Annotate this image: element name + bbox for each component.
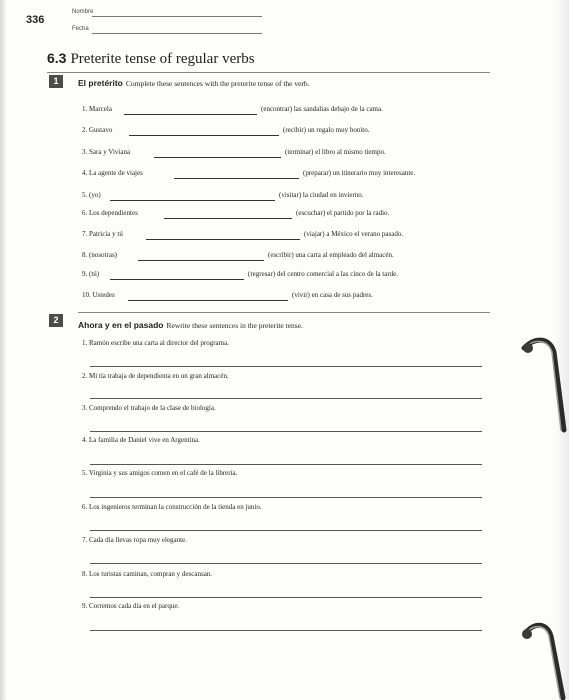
- lesson-title-text: Preterite tense of regular verbs: [70, 51, 255, 67]
- binder-ring-icon: [515, 612, 569, 700]
- page-number: 336: [26, 14, 45, 26]
- item-rest: (vivir) en casa de sus padres.: [292, 291, 373, 299]
- exercise-1-item: [82, 126, 462, 138]
- answer-blank[interactable]: [154, 157, 281, 158]
- exercise-1-item: [82, 251, 472, 263]
- item-rest: (preparar) un itinerario muy interesante.: [303, 169, 416, 177]
- exercise-1-item: [82, 270, 472, 282]
- answer-blank[interactable]: [129, 135, 279, 136]
- exercise-2-item: 3. Comprendo el trabajo de la clase de biología.: [82, 404, 216, 412]
- item-rest: (regresar) del centro comercial a las cinco de la tarde.: [248, 270, 399, 278]
- item-label: 4. La agente de viajes: [82, 169, 143, 177]
- item-rest: (recibir) un regalo muy bonito.: [283, 126, 370, 134]
- section-2-badge: 2: [49, 314, 63, 327]
- answer-blank[interactable]: [128, 300, 288, 301]
- exercise-2-item: 2. Mi tía trabaja de dependienta en un gran almacén.: [82, 372, 229, 380]
- answer-blank[interactable]: [124, 114, 257, 115]
- lesson-number: 6.3: [47, 50, 67, 66]
- exercise-1-item: [82, 230, 462, 242]
- page-left-edge-shadow: [0, 0, 6, 700]
- answer-line[interactable]: [90, 366, 482, 367]
- item-label: 10. Ustedes: [82, 291, 115, 299]
- answer-blank[interactable]: [174, 178, 299, 179]
- answer-line[interactable]: [90, 497, 482, 498]
- item-rest: (terminar) el libro al mismo tiempo.: [285, 148, 386, 156]
- answer-blank[interactable]: [146, 239, 300, 240]
- section-1-instructions: Complete these sentences with the preterite tense of the verb.: [125, 79, 310, 88]
- item-label: 8. (nosotras): [82, 251, 117, 259]
- exercise-2-item: 9. Corremos cada día en el parque.: [82, 602, 180, 610]
- item-label: 5. (yo): [82, 191, 101, 199]
- exercise-1-item: [82, 169, 472, 181]
- item-rest: (escuchar) el partido por la radio.: [296, 209, 390, 217]
- section-2-title: Ahora y en el pasado: [78, 320, 164, 330]
- answer-line[interactable]: [90, 398, 482, 399]
- lesson-title: [47, 50, 255, 68]
- title-rule: [47, 72, 490, 73]
- name-line: [92, 16, 262, 17]
- item-rest: (visitar) la ciudad en invierno.: [279, 191, 364, 199]
- exercise-2-item: 1. Ramón escribe una carta al director del programa.: [82, 339, 229, 347]
- answer-line[interactable]: [90, 431, 482, 432]
- exercise-1-item: [82, 291, 462, 303]
- answer-line[interactable]: [90, 597, 482, 598]
- item-rest: (encontrar) las sandalias debajo de la cama.: [261, 105, 383, 113]
- answer-line[interactable]: [90, 464, 482, 465]
- exercise-2-item: 5. Virginia y sus amigos comen en el café de la librería.: [82, 469, 238, 477]
- exercise-1-item: [82, 209, 462, 221]
- binder-ring-icon: [520, 330, 569, 435]
- item-label: 9. (tú): [82, 270, 100, 278]
- section-1-badge: 1: [49, 75, 63, 88]
- item-label: 3. Sara y Viviana: [82, 148, 131, 156]
- answer-line[interactable]: [90, 563, 482, 564]
- item-label: 1. Marcela: [82, 105, 112, 113]
- answer-blank[interactable]: [110, 200, 275, 201]
- answer-blank[interactable]: [138, 260, 264, 261]
- name-label: Nombre: [72, 9, 94, 15]
- date-line: [92, 33, 262, 34]
- exercise-2-item: 6. Los ingenieros terminan la construcción de la tienda en junio.: [82, 503, 262, 511]
- section-1-heading: [78, 78, 310, 88]
- exercise-1-item: [82, 191, 462, 203]
- section-rule: [78, 312, 490, 313]
- answer-blank[interactable]: [164, 218, 292, 219]
- exercise-2-item: 8. Los turistas caminan, compran y descansan.: [82, 570, 213, 578]
- exercise-1-item: [82, 105, 462, 117]
- item-rest: (escribir) una carta al empleado del almacén.: [268, 251, 394, 259]
- section-1-title: El pretérito: [78, 78, 123, 88]
- answer-blank[interactable]: [110, 279, 244, 280]
- item-label: 6. Los dependientes: [82, 209, 138, 217]
- item-rest: (viajar) a México el verano pasado.: [304, 230, 404, 238]
- item-label: 7. Patricia y tú: [82, 230, 123, 238]
- answer-line[interactable]: [90, 630, 482, 631]
- section-2-instructions: Rewrite these sentences in the preterite tense.: [166, 321, 303, 330]
- item-label: 2. Gustavo: [82, 126, 113, 134]
- exercise-2-item: 7. Cada día llevas ropa muy elegante.: [82, 536, 187, 544]
- date-label: Fecha: [72, 26, 89, 32]
- section-2-heading: [78, 320, 303, 330]
- answer-line[interactable]: [90, 530, 482, 531]
- exercise-1-item: [82, 148, 462, 160]
- exercise-2-item: 4. La familia de Daniel vive en Argentina.: [82, 436, 200, 444]
